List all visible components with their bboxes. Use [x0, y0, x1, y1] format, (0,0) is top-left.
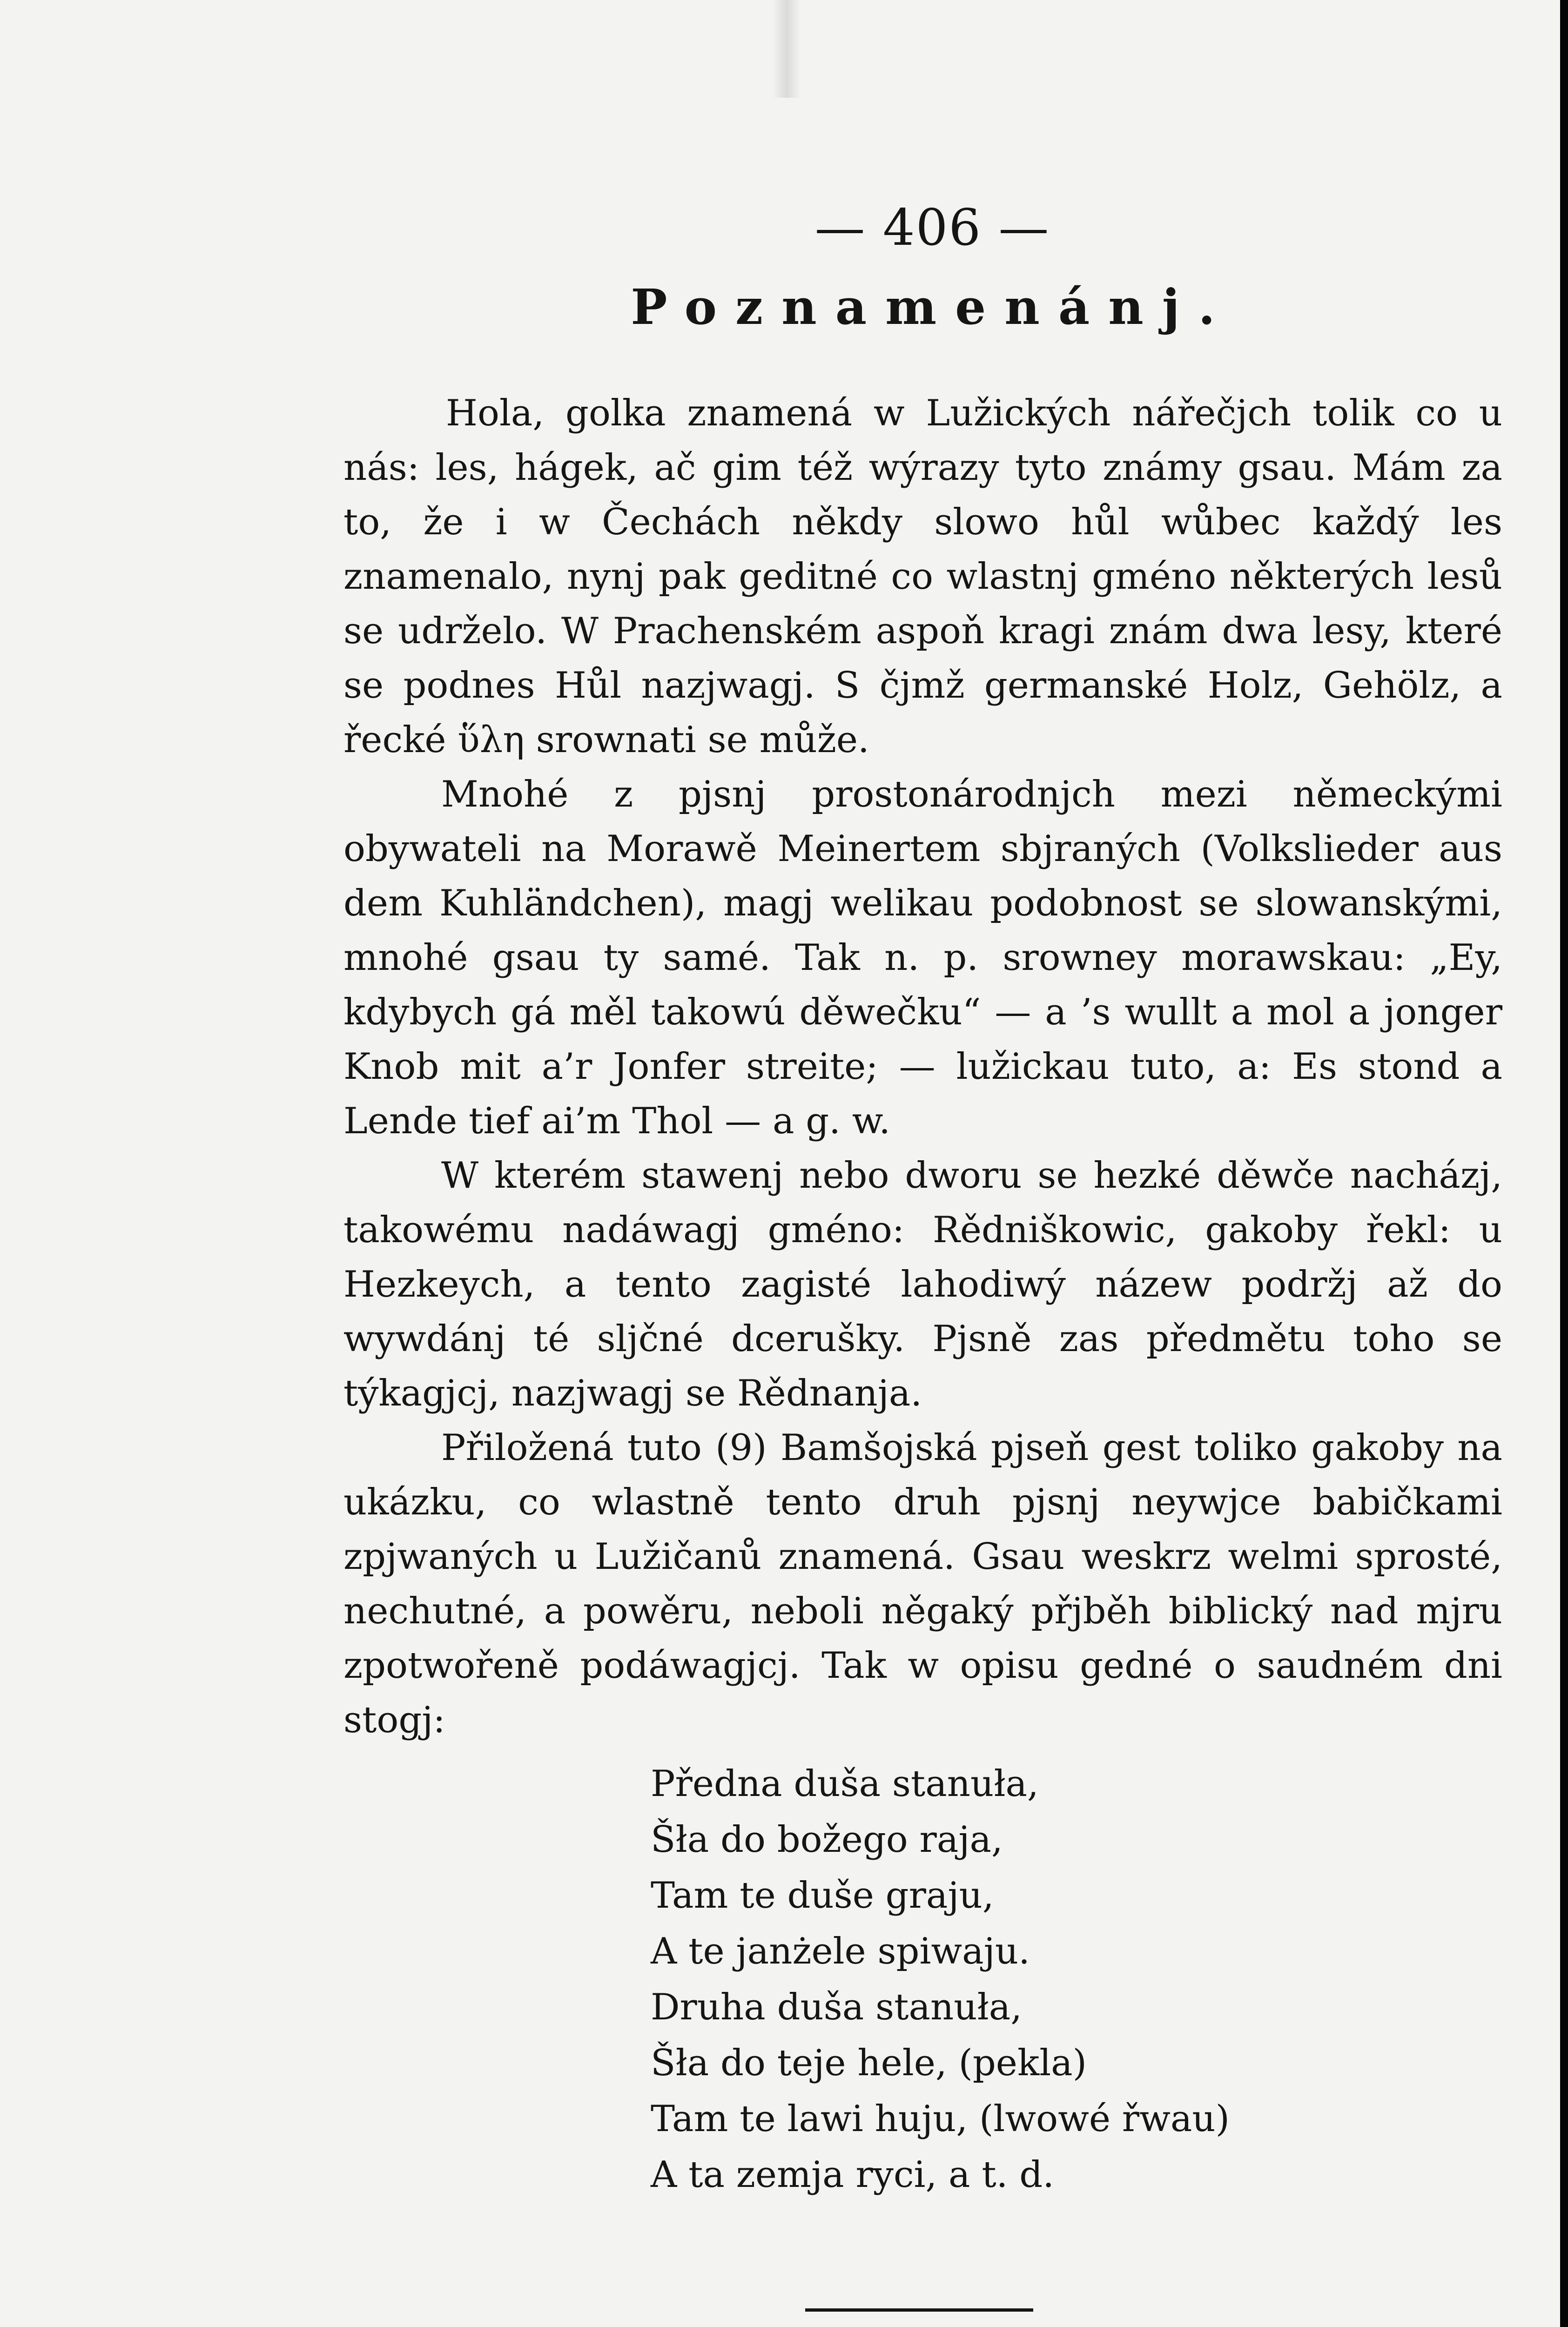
verse-line: Tam te duše graju,: [651, 1875, 994, 1917]
verse-line: A te janżele spiwaju.: [651, 1930, 1030, 1972]
page-number: — 406 —: [814, 199, 1050, 257]
paragraph-mnohe: Mnohé z pjsnj prostonárodnjch mezi německými obywateli na Morawě Meinertem sbjraných (Volkslieder aus dem Kuhländchen), magj welikau podobnost se slowanskými, mnohé gsau ty samé. Tak n. p. srowney morawskau: „Ey, kdybych gá měl takowú děwečku“ — a ’s wullt a mol a jonger Knob mit a’r Jonfer streite; — lužickau tuto, a: Es stond a Lende tief ai’m Thol — a g. w.: [343, 773, 1502, 1142]
paragraph-hola: Hola, golka znamená w Lužických nářečjch tolik co u nás: les, hágek, ač gim též wýrazy tyto známy gsau. Mám za to, že i w Čechách někdy slowo hůl wůbec každý les znamenalo, nynj pak geditné co wlastnj gméno některých lesů se udrželo. W Prachenském aspoň kragi znám dwa lesy, které se podnes Hůl nazjwagj. S čjmž germanské Holz, Gehölz, a řecké ὕλη srownati se může.: [343, 392, 1502, 761]
page-fold-shadow: [773, 0, 801, 98]
verse-block: [651, 1756, 1502, 2203]
verse-line: Šła do božego raja,: [651, 1819, 1003, 1861]
scan-edge-shadow: [1560, 0, 1568, 2327]
verse-line: Šła do teje hele, (pekla): [651, 2042, 1087, 2084]
page-heading: Poznamenánj.: [631, 278, 1234, 336]
closing-rule: [805, 2308, 1033, 2312]
text-block: [343, 195, 1502, 2203]
verse-line: A ta zemja ryci, a t. d.: [651, 2154, 1054, 2196]
paragraph-prilozena: Přiložená tuto (9) Bamšojská pjseň gest toliko gakoby na ukázku, co wlastně tento druh pjsnj neywjce babičkami zpjwaných u Lužičanů znamená. Gsau weskrz welmi sprosté, nechutné, a powěru, neboli něgaký přjběh biblický nad mjru zpotwořeně podáwagjcj. Tak w opisu gedné o saudném dni stogj:: [343, 1427, 1502, 1741]
verse-line: Předna duša stanuła,: [651, 1763, 1039, 1805]
verse-line: Druha duša stanuła,: [651, 1986, 1023, 2028]
paragraph-stawenj: W kterém stawenj nebo dworu se hezké děwče nacházj, takowému nadáwagj gméno: Rědniškowic, gakoby řekl: u Hezkeych, a tento zagisté lahodiwý názew podržj až do wywdánj té sljčné dcerušky. Pjsně zas předmětu toho se týkagjcj, nazjwagj se Rědnanja.: [343, 1155, 1502, 1414]
verse-line: Tam te lawi huju, (lwowé řwau): [651, 2098, 1230, 2140]
